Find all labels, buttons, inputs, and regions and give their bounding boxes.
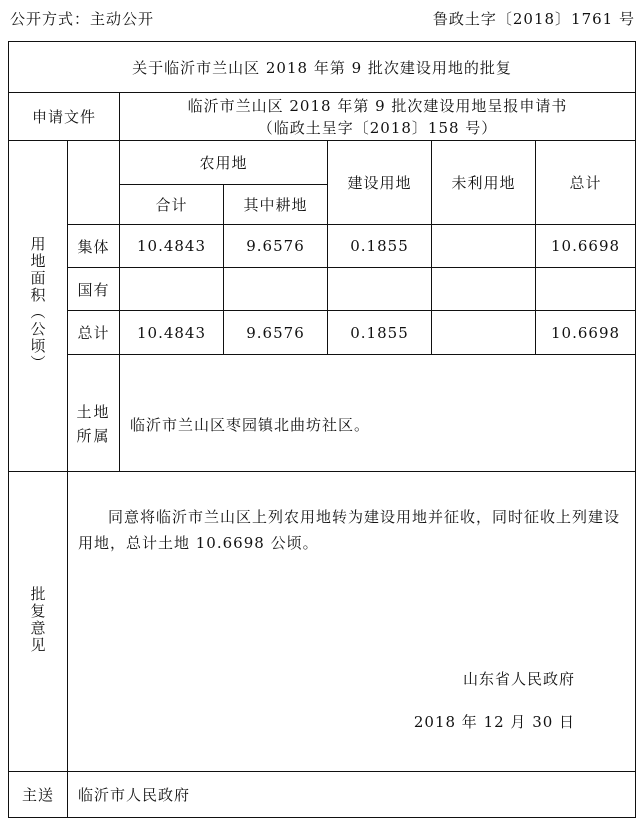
opinion-text: 同意将临沂市兰山区上列农用地转为建设用地并征收，同时征收上列建设用地，总计土地 10.6698 公顷。 xyxy=(78,508,621,552)
spacer-label-cell xyxy=(68,355,120,378)
location-label-cell xyxy=(68,378,120,472)
delivery-value: 临沂市人民政府 xyxy=(68,772,636,818)
construction-header: 建设用地 xyxy=(328,141,432,225)
row-label: 集体 xyxy=(68,225,120,268)
cell-agri-total xyxy=(120,268,224,311)
cell-construction: 0.1855 xyxy=(328,311,432,355)
cell-agri-total: 10.4843 xyxy=(120,225,224,268)
agri-header: 农用地 xyxy=(120,141,328,185)
cell-total: 10.6698 xyxy=(536,311,636,355)
spacer-cell xyxy=(120,355,636,378)
opinion-label: 批复意见 xyxy=(28,585,47,654)
cell-agri-total: 10.4843 xyxy=(120,311,224,355)
agri-cultivated-header: 其中耕地 xyxy=(224,185,328,225)
document-number: 鲁政土字〔2018〕1761 号 xyxy=(432,10,635,28)
delivery-row xyxy=(9,772,636,818)
opinion-row xyxy=(9,472,636,772)
cell-unused xyxy=(432,311,536,355)
cell-total xyxy=(536,268,636,311)
application-title: 临沂市兰山区 2018 年第 9 批次建设用地呈报申请书 xyxy=(187,96,568,115)
cell-construction xyxy=(328,268,432,311)
spacer-row xyxy=(9,355,636,378)
opinion-label-cell xyxy=(9,472,68,772)
table-row xyxy=(9,268,636,311)
approval-table xyxy=(8,41,636,818)
land-area-label-cell xyxy=(9,141,68,472)
unused-header: 未利用地 xyxy=(432,141,536,225)
cell-agri-cultivated: 9.6576 xyxy=(224,311,328,355)
application-row xyxy=(9,93,636,141)
header-row-1 xyxy=(9,141,636,185)
delivery-label: 主送 xyxy=(9,772,68,818)
cell-agri-cultivated xyxy=(224,268,328,311)
application-number: （临政土呈字〔2018〕158 号） xyxy=(257,118,498,137)
total-header: 总计 xyxy=(536,141,636,225)
opinion-body xyxy=(68,472,636,772)
title-row xyxy=(9,42,636,93)
table-row xyxy=(9,225,636,268)
location-value: 临沂市兰山区枣园镇北曲坊社区。 xyxy=(120,378,636,472)
blank-header-cell xyxy=(68,141,120,225)
document-title: 关于临沂市兰山区 2018 年第 9 批次建设用地的批复 xyxy=(9,42,636,93)
issue-date: 2018 年 12 月 30 日 xyxy=(413,713,576,731)
land-area-label: 用地面积（公顷） xyxy=(28,236,47,372)
application-label: 申请文件 xyxy=(9,93,120,141)
cell-unused xyxy=(432,225,536,268)
row-label: 总计 xyxy=(68,311,120,355)
cell-construction: 0.1855 xyxy=(328,225,432,268)
agri-total-header: 合计 xyxy=(120,185,224,225)
location-row xyxy=(9,378,636,472)
disclosure-mode: 公开方式：主动公开 xyxy=(10,10,155,28)
location-label: 土地所属 xyxy=(76,403,111,446)
issuer-name: 山东省人民政府 xyxy=(463,670,576,688)
row-label: 国有 xyxy=(68,268,120,311)
table-row xyxy=(9,311,636,355)
application-value xyxy=(120,93,636,141)
cell-agri-cultivated: 9.6576 xyxy=(224,225,328,268)
cell-total: 10.6698 xyxy=(536,225,636,268)
cell-unused xyxy=(432,268,536,311)
